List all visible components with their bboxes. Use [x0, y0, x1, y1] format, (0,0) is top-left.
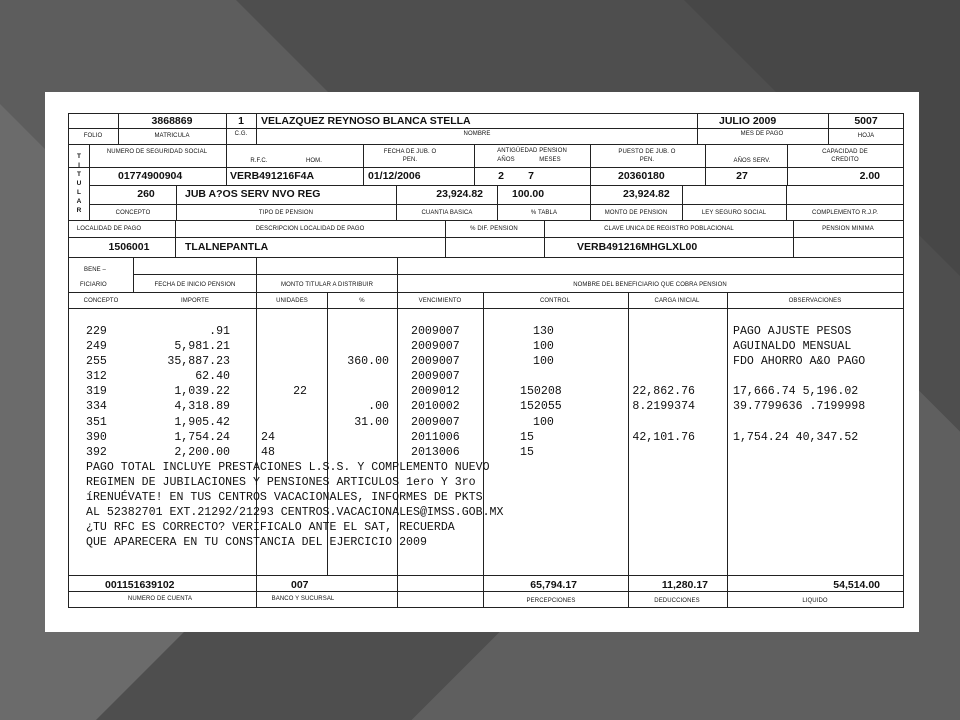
row-concepto: 229	[86, 325, 107, 338]
puesto-value: 20360180	[618, 170, 665, 182]
nombre-label: NOMBRE	[463, 131, 491, 137]
capacidad-value: 2.00	[859, 170, 880, 182]
row-vencimiento: 2009007	[411, 355, 460, 369]
table-row	[45, 399, 919, 414]
message-line: íRENUÉVATE! EN TUS CENTROS VACACIONALES, INFORMES DE PKTS	[86, 491, 483, 505]
banco-value: 007	[291, 579, 309, 591]
hoja-label: HOJA	[857, 133, 875, 139]
message-line: ¿TU RFC ES CORRECTO? VERIFICALO ANTE EL SAT, RECUERDA	[86, 521, 455, 535]
row-importe: 4,318.89	[174, 400, 230, 414]
row-control: 100	[533, 355, 554, 369]
cg-label: C.G.	[234, 131, 248, 137]
deducciones-label: DEDUCCIONES	[654, 598, 700, 604]
liquido-value: 54,514.00	[833, 579, 880, 591]
tabla-label: % TABLA	[530, 210, 558, 216]
row-carga: 8.2199374	[632, 400, 695, 414]
row-importe: 62.40	[195, 370, 230, 384]
percepciones-value: 65,794.17	[530, 579, 577, 591]
row-concepto: 351	[86, 415, 107, 429]
row-observaciones: 1,754.24 40,347.52	[733, 430, 859, 444]
anios-serv-label: AÑOS SERV.	[733, 158, 771, 164]
desc-localidad-label: DESCRIPCION LOCALIDAD DE PAGO	[255, 226, 365, 232]
row-importe: 1,039.22	[174, 385, 230, 399]
table-row	[45, 339, 919, 354]
row-control: 15	[520, 430, 534, 444]
table-row	[45, 415, 919, 430]
cuantia-value: 23,924.82	[436, 188, 483, 200]
row-importe: 5,981.21	[174, 340, 230, 354]
localidad-label: LOCALIDAD DE PAGO	[76, 226, 142, 232]
table-row	[45, 369, 919, 384]
hoja-value: 5007	[854, 115, 878, 127]
pension-minima-label: PENSION MINIMA	[822, 226, 874, 232]
row-concepto: 255	[86, 355, 107, 369]
row-unidades: 22	[293, 385, 307, 399]
message-line: AL 52382701 EXT.21292/21293 CENTROS.VACACIONALES@IMSS.GOB.MX	[86, 506, 504, 520]
puesto-label: PUESTO DE JUB. O PEN.	[618, 149, 676, 163]
ley-seguro-label: LEY SEGURO SOCIAL	[701, 210, 767, 216]
cuantia-label: CUANTIA BASICA	[421, 210, 473, 216]
row-pct: 31.00	[354, 415, 389, 429]
localidad-value: 1506001	[108, 241, 150, 253]
col-carga-label: CARGA INICIAL	[654, 298, 700, 304]
row-control: 100	[533, 340, 554, 354]
row-observaciones: 17,666.74 5,196.02	[733, 385, 859, 399]
hom-label: HOM.	[305, 158, 323, 164]
row-observaciones: FDO AHORRO A&O PAGO	[733, 355, 866, 369]
curp-value: VERB491216MHGLXL00	[577, 241, 698, 253]
complemento-label: COMPLEMENTO R.J.P.	[812, 210, 878, 216]
row-concepto: 390	[86, 430, 107, 444]
deducciones-value: 11,280.17	[661, 579, 708, 591]
antiguedad-label: ANTIGÜEDAD PENSION	[497, 148, 567, 154]
pension-receipt	[45, 92, 919, 632]
row-importe: 1,905.42	[174, 415, 230, 429]
row-vencimiento: 2009007	[411, 340, 460, 354]
monto-pension-label: MONTO DE PENSION	[604, 210, 668, 216]
anios-serv-value: 27	[736, 170, 748, 182]
tabla-value: 100.00	[512, 188, 545, 200]
tipo-pension-label: TIPO DE PENSION	[258, 210, 314, 216]
row-observaciones: 39.7799636 .7199998	[733, 400, 866, 414]
fecha-inicio-label: FECHA DE INICIO PENSION	[154, 282, 236, 288]
table-row	[45, 430, 919, 445]
percepciones-label: PERCEPCIONES	[526, 598, 576, 604]
matricula-label: MATRICULA	[154, 133, 190, 139]
mes-pago-label: MES DE PAGO	[740, 131, 784, 137]
row-importe: 2,200.00	[174, 445, 230, 459]
anios-label: AÑOS	[497, 157, 515, 163]
row-unidades: 48	[261, 445, 275, 459]
col-importe-label: IMPORTE	[181, 298, 209, 304]
row-control: 100	[533, 415, 554, 429]
message-line: REGIMEN DE JUBILACIONES Y PENSIONES ARTICULOS 1ero Y 3ro	[86, 475, 476, 489]
row-importe: 1,754.24	[174, 430, 230, 444]
row-vencimiento: 2009007	[411, 325, 460, 338]
col-unidades-label: UNIDADES	[276, 298, 308, 304]
table-row	[45, 445, 919, 460]
bene-label: BENE –	[84, 267, 106, 273]
row-concepto: 334	[86, 400, 107, 414]
row-concepto: 319	[86, 385, 107, 399]
row-carga: 22,862.76	[632, 385, 695, 399]
message-line: QUE APARECERA EN TU CONSTANCIA DEL EJERCICIO 2009	[86, 536, 427, 550]
conceptos-table	[45, 324, 919, 550]
cuenta-value: 001151639102	[105, 579, 175, 591]
col-concepto-label: CONCEPTO	[83, 298, 119, 304]
col-observaciones-label: OBSERVACIONES	[788, 298, 842, 304]
rfc-value: VERB491216F4A	[230, 170, 315, 182]
mes-pago-value: JULIO 2009	[719, 115, 777, 127]
nombre-value: VELAZQUEZ REYNOSO BLANCA STELLA	[261, 115, 471, 127]
meses-label: MESES	[539, 157, 561, 163]
table-row	[45, 324, 919, 339]
row-concepto: 392	[86, 445, 107, 459]
col-control-label: CONTROL	[539, 298, 571, 304]
monto-titular-label: MONTO TITULAR A DISTRIBUIR	[280, 282, 374, 288]
cuenta-label: NUMERO DE CUENTA	[127, 596, 193, 602]
row-control: 152055	[520, 400, 562, 414]
row-control: 130	[533, 325, 554, 338]
liquido-label: LIQUIDO	[802, 598, 828, 604]
titular-side-label: T I T U L A R	[76, 153, 82, 214]
capacidad-label: CAPACIDAD DE CREDITO	[822, 149, 868, 163]
row-concepto: 249	[86, 340, 107, 354]
row-observaciones: PAGO AJUSTE PESOS	[733, 325, 852, 338]
nss-label: NUMERO DE SEGURIDAD SOCIAL	[106, 149, 208, 155]
row-pct: .00	[368, 400, 389, 414]
anios-value: 2	[498, 170, 504, 182]
row-vencimiento: 2010002	[411, 400, 460, 414]
row-importe: .91	[209, 325, 230, 338]
row-unidades: 24	[261, 430, 275, 444]
desc-localidad-value: TLALNEPANTLA	[185, 241, 269, 253]
row-carga: 42,101.76	[632, 430, 695, 444]
row-vencimiento: 2013006	[411, 445, 460, 459]
table-row	[45, 384, 919, 399]
curp-label: CLAVE UNICA DE REGISTRO POBLACIONAL	[604, 226, 734, 232]
matricula-value: 3868869	[151, 115, 193, 127]
tipo-pension-value: JUB A?OS SERV NVO REG	[185, 188, 321, 200]
nss-value: 01774900904	[118, 170, 183, 182]
row-vencimiento: 2009007	[411, 415, 460, 429]
table-row	[45, 354, 919, 369]
banco-label: BANCO Y SUCURSAL	[271, 596, 335, 602]
row-pct: 360.00	[347, 355, 389, 369]
row-observaciones: AGUINALDO MENSUAL	[733, 340, 852, 354]
nombre-beneficiario-label: NOMBRE DEL BENEFICIARIO QUE COBRA PENSION	[573, 282, 727, 288]
rfc-label: R.F.C.	[250, 158, 268, 164]
fecha-jub-label: FECHA DE JUB. O PEN.	[383, 149, 437, 163]
row-control: 150208	[520, 385, 562, 399]
message-line: PAGO TOTAL INCLUYE PRESTACIONES L.S.S. Y COMPLEMENTO NUEVO	[86, 460, 490, 474]
concepto-label: CONCEPTO	[115, 210, 151, 216]
fecha-jub-value: 01/12/2006	[368, 170, 421, 182]
row-vencimiento: 2011006	[411, 430, 460, 444]
row-vencimiento: 2009007	[411, 370, 460, 384]
col-vencimiento-label: VENCIMIENTO	[418, 298, 462, 304]
monto-pension-value: 23,924.82	[623, 188, 670, 200]
concepto-value: 260	[137, 188, 155, 200]
ficiario-label: FICIARIO	[80, 282, 107, 288]
row-vencimiento: 2009012	[411, 385, 460, 399]
dif-pension-label: % DIF. PENSION	[470, 226, 518, 232]
row-importe: 35,887.23	[167, 355, 230, 369]
folio-label: FOLIO	[83, 133, 103, 139]
meses-value: 7	[528, 170, 534, 182]
row-concepto: 312	[86, 370, 107, 384]
col-pct-label: %	[359, 298, 365, 304]
row-control: 15	[520, 445, 534, 459]
cg-value: 1	[238, 115, 244, 127]
